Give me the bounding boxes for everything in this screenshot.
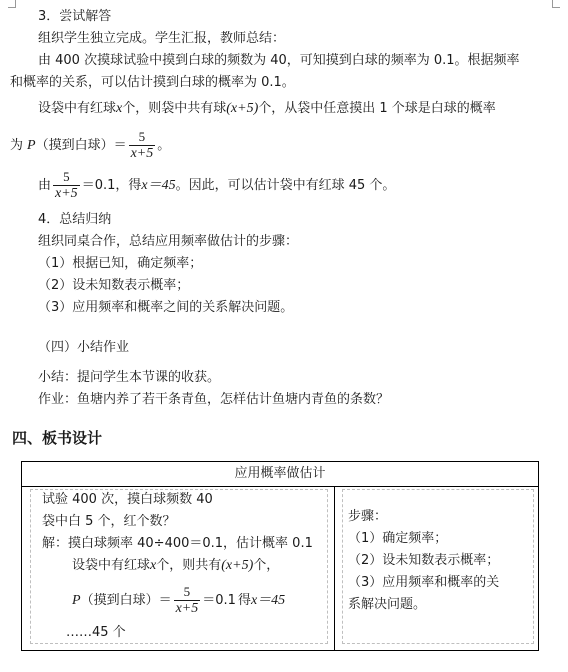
board-right-step: （1）确定频率； <box>348 531 448 546</box>
line4-text-b: 个，则袋中共有球 <box>122 101 227 116</box>
page-corner-mark-left <box>8 0 16 8</box>
section3-line4 <box>38 99 496 119</box>
section3-line1: 组织学生独立完成。学生汇报，教师总结： <box>38 31 286 46</box>
fraction-numerator: 5 <box>129 129 156 146</box>
fraction-numerator: 5 <box>174 584 201 601</box>
step-item: （3）应用频率和概率之间的关系解决问题。 <box>38 300 294 315</box>
prob-p: P <box>27 138 36 153</box>
prob-p: P <box>72 593 81 608</box>
var-x: x <box>150 558 157 573</box>
section3-line5 <box>10 128 170 164</box>
board-right-step: 系解决问题。 <box>348 597 427 612</box>
fraction-5-over-x-plus-5-b <box>53 169 80 202</box>
section3-heading: 3．尝试解答 <box>38 9 112 24</box>
step-item: （2）设未知数表示概率； <box>38 278 190 293</box>
page-corner-mark-right <box>552 0 560 8</box>
board-design-table <box>21 461 539 651</box>
section3-line2: 由 400 次摸球试验中摸到白球的频数为 40，可知摸到白球的频率为 0.1。根据频率 <box>38 53 520 68</box>
line5-event: （摸到白球）＝ <box>35 138 127 153</box>
homework-summary: 小结：提问学生本节课的收获。 <box>38 370 221 385</box>
equation-x-45: x＝45 <box>141 178 176 193</box>
line6-text-c: 。因此，可以估计袋中有红球 45 个。 <box>175 178 396 193</box>
fraction-5-over-x-plus-5 <box>129 129 156 162</box>
board-design-heading: 四、板书设计 <box>12 429 103 447</box>
homework-assignment: 作业：鱼塘内养了若干条青鱼，怎样估计鱼塘内青鱼的条数？ <box>38 392 390 407</box>
line4-text-a: 设袋中有红球 <box>38 101 117 116</box>
board-left-cell <box>22 487 335 650</box>
board-line5-c: 得 <box>237 593 251 608</box>
section3-line3: 和概率的关系，可以估计摸到白球的概率为 0.1。 <box>10 75 295 90</box>
board-left-line2: 袋中白 5 个，红个数？ <box>42 514 176 529</box>
section4-heading: 4．总结归纳 <box>38 212 112 227</box>
line6-text-a: 由 <box>38 178 52 193</box>
step-item: （1）根据已知，确定频率； <box>38 256 203 271</box>
board-left-line1: 试验 400 次，摸白球频数 40 <box>42 492 213 507</box>
expr-x-plus-5: (x+5) <box>226 101 259 116</box>
board-line5-event: （摸到白球）＝ <box>80 593 172 608</box>
board-line5-b: ＝0.1 <box>202 593 236 608</box>
fraction-5-over-x-plus-5 <box>174 584 201 617</box>
board-line4-a: 设袋中有红球 <box>72 558 151 573</box>
board-right-step: （3）应用频率和概率的关 <box>348 575 500 590</box>
fraction-denominator: x+5 <box>55 186 78 201</box>
board-right-heading: 步骤： <box>348 509 388 524</box>
fraction-numerator: 5 <box>53 169 80 186</box>
section3-line6 <box>38 168 395 204</box>
expr-x-plus-5: (x+5) <box>221 558 254 573</box>
line5-end: 。 <box>157 138 171 153</box>
board-title: 应用概率做估计 <box>22 462 538 487</box>
board-line4-c: 个， <box>253 558 280 573</box>
board-left-line5 <box>72 583 285 619</box>
section4-line1: 组织同桌合作，总结应用频率做估计的步骤： <box>38 234 299 249</box>
board-left-line6: ……45 个 <box>66 625 126 640</box>
fraction-denominator: x+5 <box>175 601 199 616</box>
board-left-line4 <box>72 556 279 576</box>
var-x: x <box>116 101 123 116</box>
line4-text-c: 个，从袋中任意摸出 1 个球是白球的概率 <box>258 101 496 116</box>
fraction-denominator: x+5 <box>130 146 154 161</box>
equation-x-45: x＝45 <box>250 593 286 608</box>
board-line4-b: 个，则共有 <box>156 558 222 573</box>
line6-text-b: ＝0.1，得 <box>81 178 142 193</box>
line5-text-a: 为 <box>10 138 24 153</box>
board-right-step: （2）设未知数表示概率； <box>348 553 500 568</box>
homework-heading: （四）小结作业 <box>38 340 130 355</box>
board-left-line3: 解：摸白球频率 40÷400＝0.1，估计概率 0.1 <box>42 536 313 551</box>
